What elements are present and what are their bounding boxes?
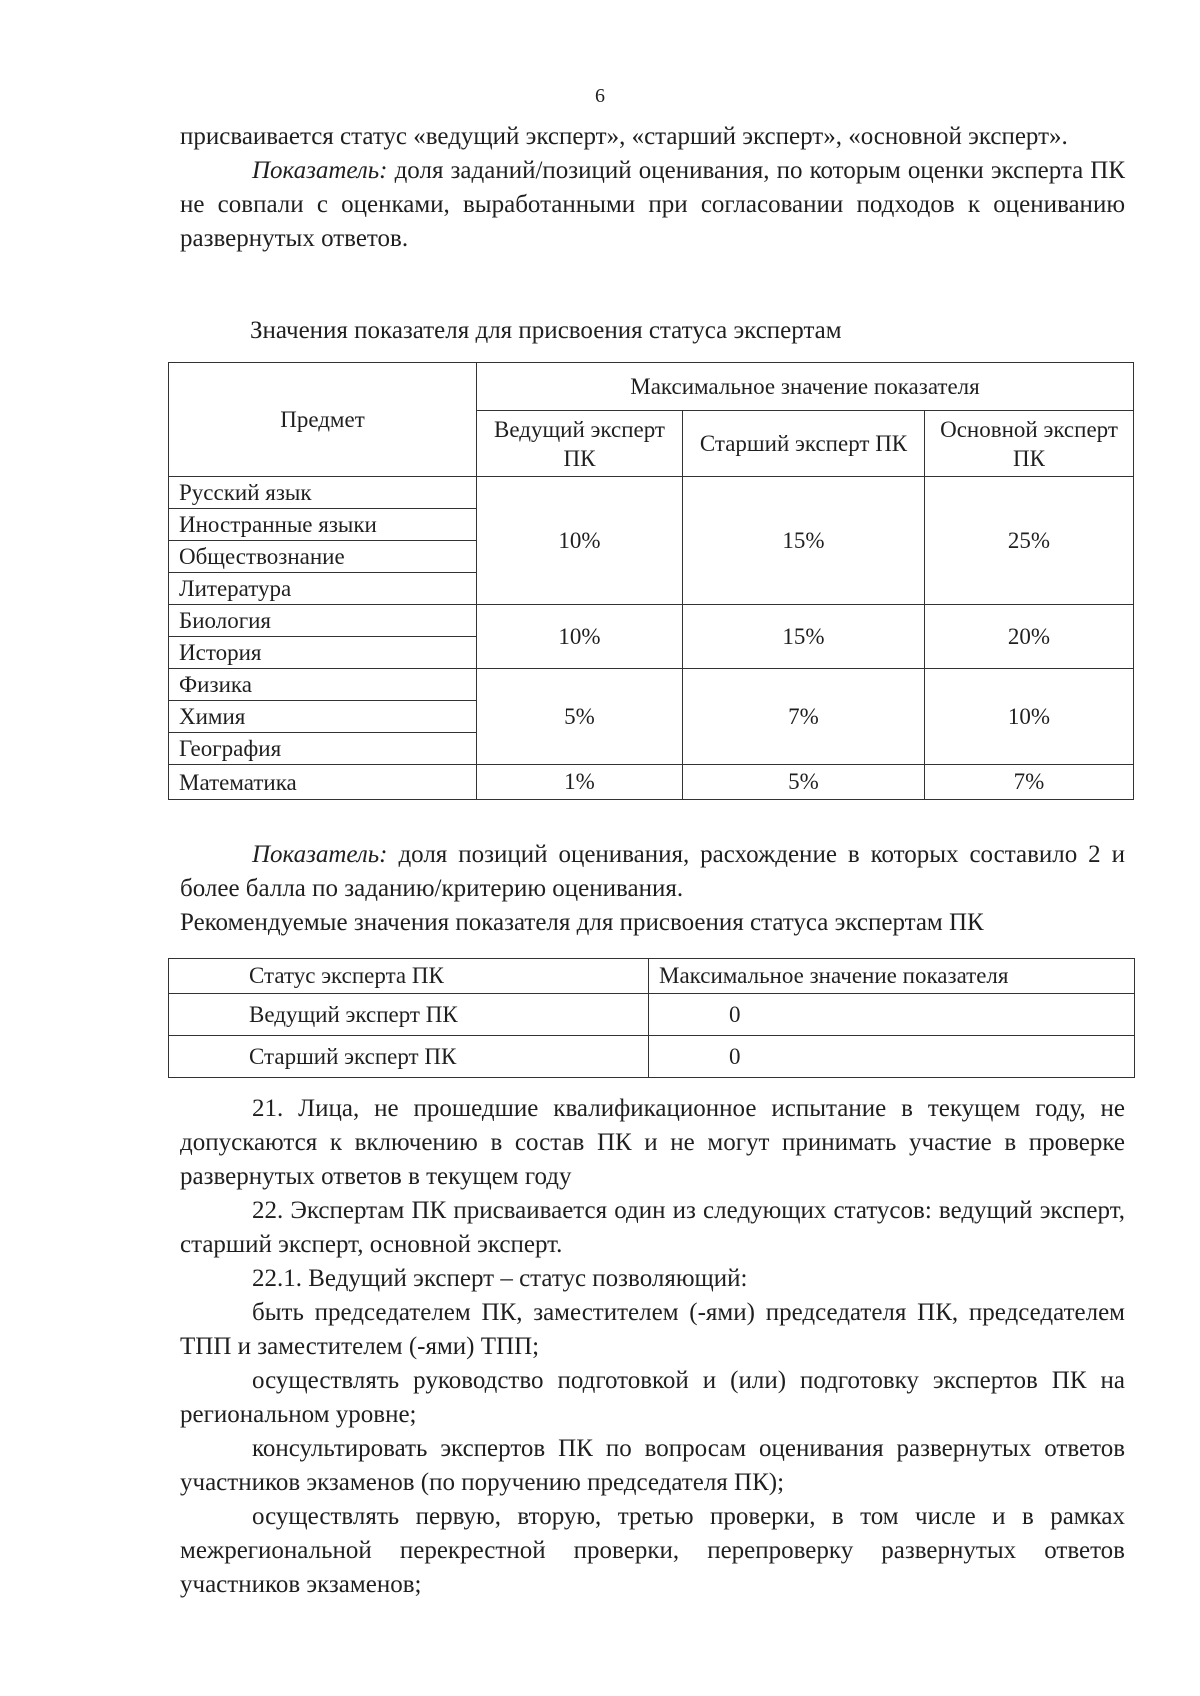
senior-expert-value-cell: 15% — [683, 605, 925, 669]
table-row — [169, 605, 1134, 637]
page-number: 6 — [595, 85, 605, 107]
list-item: осуществлять первую, вторую, третью проверки, в том числе и в рамках межрегиональной перекрестной проверки, перепроверку развернутых ответов участников экзаменов; — [180, 1503, 1125, 1598]
leading-expert-value-cell: 10% — [477, 605, 683, 669]
subject-cell: Обществознание — [169, 541, 477, 573]
indicator-label: Показатель: — [252, 157, 388, 184]
table-row — [169, 669, 1134, 701]
main-expert-value-cell: 10% — [925, 669, 1134, 765]
table-row-value: 0 — [649, 1036, 1135, 1078]
subject-cell: История — [169, 637, 477, 669]
subject-cell: Физика — [169, 669, 477, 701]
subject-cell: Химия — [169, 701, 477, 733]
table-row-value: 0 — [649, 994, 1135, 1036]
second-indicator-paragraph — [180, 838, 1125, 906]
senior-expert-value-cell: 15% — [683, 477, 925, 605]
subject-cell: Иностранные языки — [169, 509, 477, 541]
list-item: быть председателем ПК, заместителем (-ями) председателя ПК, председателем ТПП и заместителем (-ями) ТПП; — [180, 1299, 1125, 1360]
subject-cell: Русский язык — [169, 477, 477, 509]
thresholds-table — [168, 362, 1134, 800]
table2-caption: Рекомендуемые значения показателя для присвоения статуса экспертам ПК — [180, 909, 984, 936]
paragraph-22: 22. Экспертам ПК присваивается один из следующих статусов: ведущий эксперт, старший эксперт, основной эксперт. — [180, 1197, 1125, 1258]
second-indicator-label: Показатель: — [252, 841, 388, 868]
status-header: Статус эксперта ПК — [169, 959, 649, 994]
senior-expert-value-cell: 7% — [683, 669, 925, 765]
table-row-status: Старший эксперт ПК — [169, 1036, 649, 1078]
main-expert-value-cell: 7% — [925, 765, 1134, 800]
paragraph-21: 21. Лица, не прошедшие квалификационное испытание в текущем году, не допускаются к включению в состав ПК и не могут принимать участие в проверке развернутых ответов в текущем году — [180, 1095, 1125, 1190]
table-row — [169, 477, 1134, 509]
main-expert-value-cell: 20% — [925, 605, 1134, 669]
table-row-status: Ведущий эксперт ПК — [169, 994, 649, 1036]
paragraph-22-1: 22.1. Ведущий эксперт – статус позволяющий: — [252, 1265, 748, 1292]
recommended-values-table — [168, 958, 1135, 1078]
second-indicator-text: доля позиций оценивания, расхождение в которых составило 2 и более балла по заданию/критерию оценивания. — [180, 841, 1125, 902]
max-value-header-2: Максимальное значение показателя — [649, 959, 1135, 994]
body-block — [180, 1092, 1125, 1602]
indicator-paragraph — [180, 154, 1125, 256]
thresholds-table-body — [169, 477, 1134, 800]
table1-caption: Значения показателя для присвоения статуса экспертам — [250, 317, 842, 344]
subject-header: Предмет — [169, 363, 477, 477]
main-expert-value-cell: 25% — [925, 477, 1134, 605]
leading-expert-header: Ведущий эксперт ПК — [477, 411, 683, 477]
intro-block — [180, 120, 1125, 256]
subject-cell: Биология — [169, 605, 477, 637]
table-row — [169, 765, 1134, 800]
main-expert-header: Основной эксперт ПК — [925, 411, 1134, 477]
list-item: консультировать экспертов ПК по вопросам оценивания развернутых ответов участников экзаменов (по поручению председателя ПК); — [180, 1435, 1125, 1496]
list-item: осуществлять руководство подготовкой и (или) подготовку экспертов ПК на региональном уровне; — [180, 1367, 1125, 1428]
leading-expert-value-cell: 1% — [477, 765, 683, 800]
indicator-text: доля заданий/позиций оценивания, по которым оценки эксперта ПК не совпали с оценками, выработанными при согласовании подходов к оцениванию развернутых ответов. — [180, 157, 1125, 252]
leading-expert-value-cell: 10% — [477, 477, 683, 605]
subject-cell: География — [169, 733, 477, 765]
intro-line: присваивается статус «ведущий эксперт», «старший эксперт», «основной эксперт». — [180, 123, 1068, 150]
leading-expert-value-cell: 5% — [477, 669, 683, 765]
max-value-header: Максимальное значение показателя — [477, 363, 1134, 411]
subject-cell: Литература — [169, 573, 477, 605]
senior-expert-value-cell: 5% — [683, 765, 925, 800]
senior-expert-header: Старший эксперт ПК — [683, 411, 925, 477]
subject-cell: Математика — [169, 765, 477, 800]
second-indicator-block — [180, 838, 1125, 940]
